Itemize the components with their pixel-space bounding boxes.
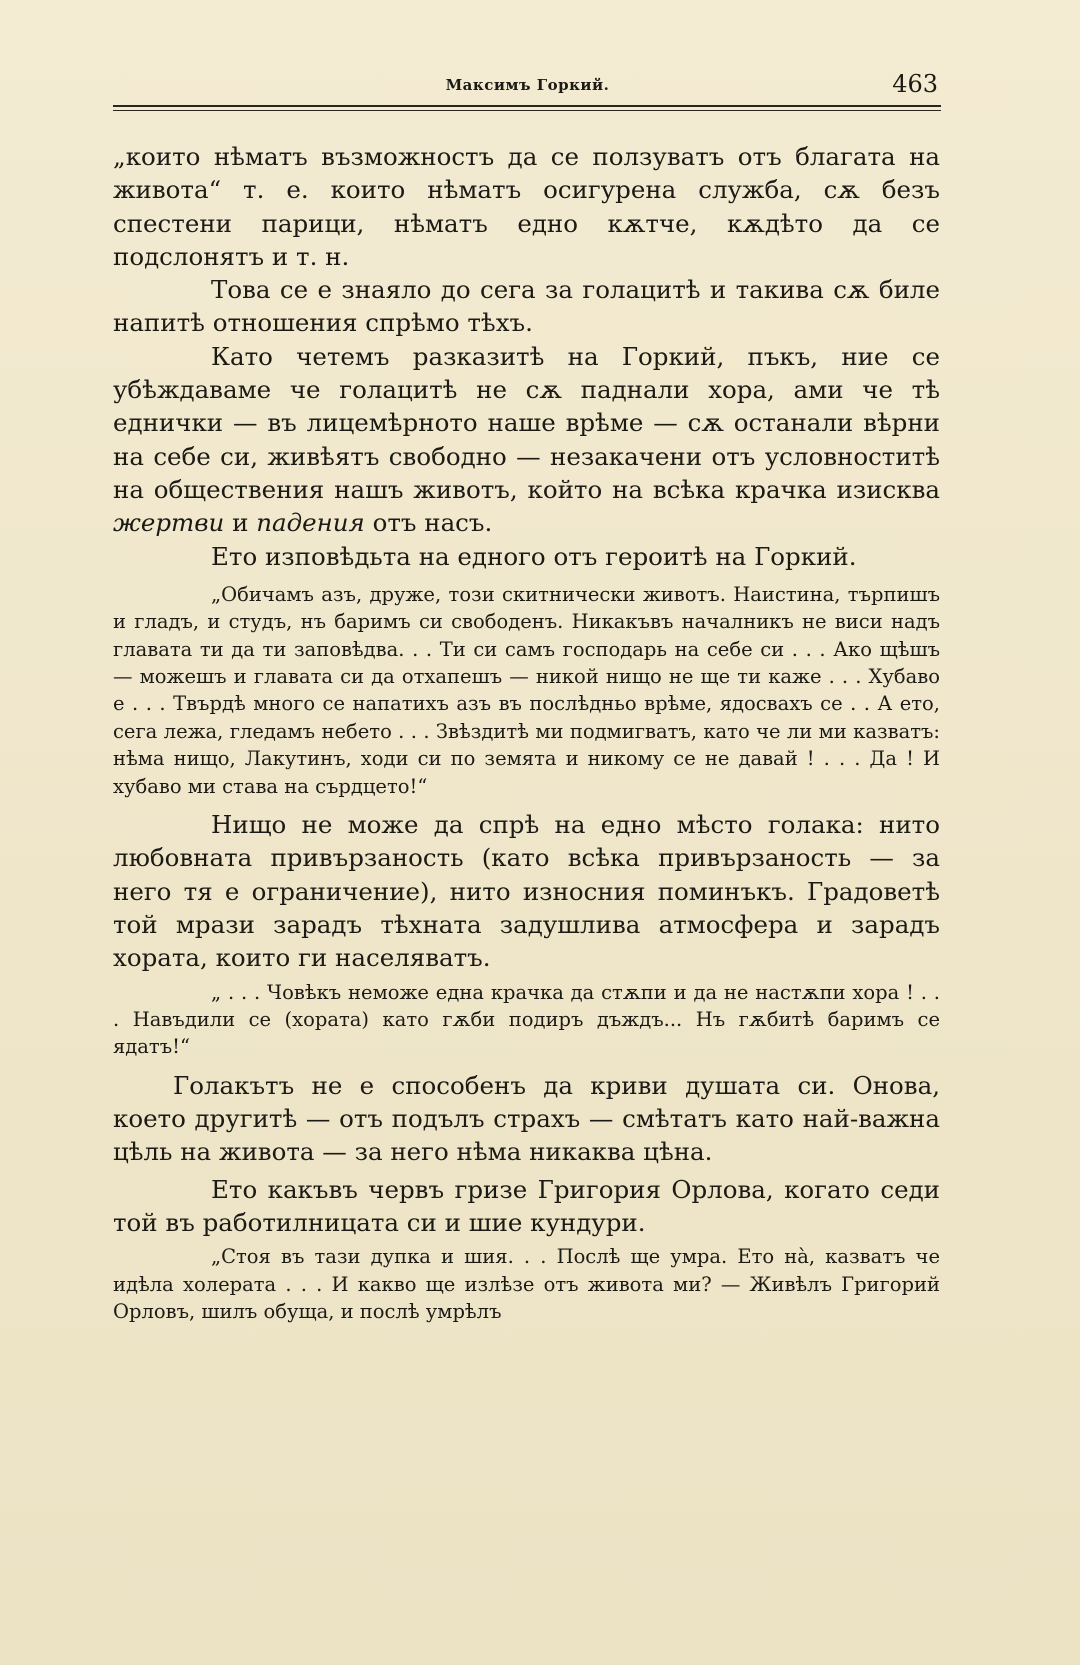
- paragraph-4: Ето изповѣдьта на едного отъ героитѣ на Горкий.: [211, 541, 857, 571]
- quotation-1: „Обичамъ азъ, друже, този скитнически животъ. Наистина, търпишъ и гладъ, и студъ, нъ баримъ си свободенъ. Никакъвъ началникъ не виси надъ главата ти да ти заповѣдва. . . Ти си самъ господарь на себе си . . . Ако щѣшъ — можешъ и главата си да отхапешъ — никой нищо не ще ти каже . . . Хубаво е . . . Твърдѣ много се напатихъ азъ въ послѣдньо врѣме, ядосвахъ се . . А ето, сега лежа, гледамъ небето . . . Звѣздитѣ ми подмигватъ, като че ли ми казватъ: нѣма нищо, Лакутинъ, ходи си по земята и никому се не давай ! . . . Да ! И хубаво ми става на сърдцето!“: [113, 582, 940, 798]
- paragraph-5: Нищо не може да спрѣ на едно мѣсто голака: нито любовната привързаность (като всѣка привързаность — за него тя е ограничение), нито износния поминъкъ. Градоветѣ той мрази зарадъ тѣхната задушлива атмосфера и зарадъ хората, които ги населяватъ.: [113, 810, 940, 973]
- page-header: [115, 68, 940, 104]
- paragraph-3: [113, 340, 940, 540]
- body-text: [113, 140, 940, 1326]
- paragraph-3-part-a: Като четемъ разказитѣ на Горкий, пъкъ, ние се убѣждаваме че голацитѣ не сѫ паднали хора, ами че тѣ еднички — въ лицемѣрното наше врѣме — сѫ останали вѣрни на себе си, живѣятъ свободно — незакачени отъ условноститѣ на обществения нашъ животъ, който на всѣка крачка изисква: [113, 341, 940, 504]
- page-number: 463: [892, 70, 938, 98]
- header-rule-thick: [113, 105, 941, 107]
- emphasis-zhertvi: жертви: [113, 508, 225, 538]
- running-title: Максимъ Горкий.: [445, 76, 610, 94]
- header-rule-thin: [113, 110, 941, 111]
- paragraph-1: „които нѣматъ възможностъ да се ползуватъ отъ благата на живота“ т. е. които нѣматъ осигурена служба, сѫ безъ спестени парици, нѣматъ едно кѫтче, кѫдѣто да се подслонятъ и т. н.: [113, 142, 940, 271]
- quotation-2: „ . . . Човѣкъ неможе една крачка да стѫпи и да не настѫпи хора ! . . . Навъдили се (хората) като гѫби подиръ дъждъ... Нъ гѫбитѣ баримъ се ядатъ!“: [113, 980, 940, 1059]
- paragraph-3-part-c: отъ насъ.: [364, 508, 493, 538]
- paragraph-7: Ето какъвъ червъ гризе Григория Орлова, когато седи той въ работилницата си и шие кундури.: [113, 1174, 940, 1237]
- paragraph-6: Голакътъ не е способенъ да криви душата си. Онова, което другитѣ — отъ подълъ страхъ — смѣтатъ като най-важна цѣль на живота — за него нѣма никаква цѣна.: [113, 1070, 940, 1167]
- emphasis-padeniya: падения: [256, 508, 365, 538]
- quotation-3: „Стоя въ тази дупка и шия. . . Послѣ ще умра. Ето нà, казватъ че идѣла холерата . . . И какво ще излѣзе отъ живота ми? — Живѣлъ Григорий Орловъ, шилъ обуща, и послѣ умрѣлъ: [113, 1245, 940, 1324]
- paragraph-3-part-b: и: [224, 508, 257, 538]
- paragraph-2: Това се е знаяло до сега за голацитѣ и такива сѫ биле напитѣ отношения спрѣмо тѣхъ.: [113, 275, 940, 338]
